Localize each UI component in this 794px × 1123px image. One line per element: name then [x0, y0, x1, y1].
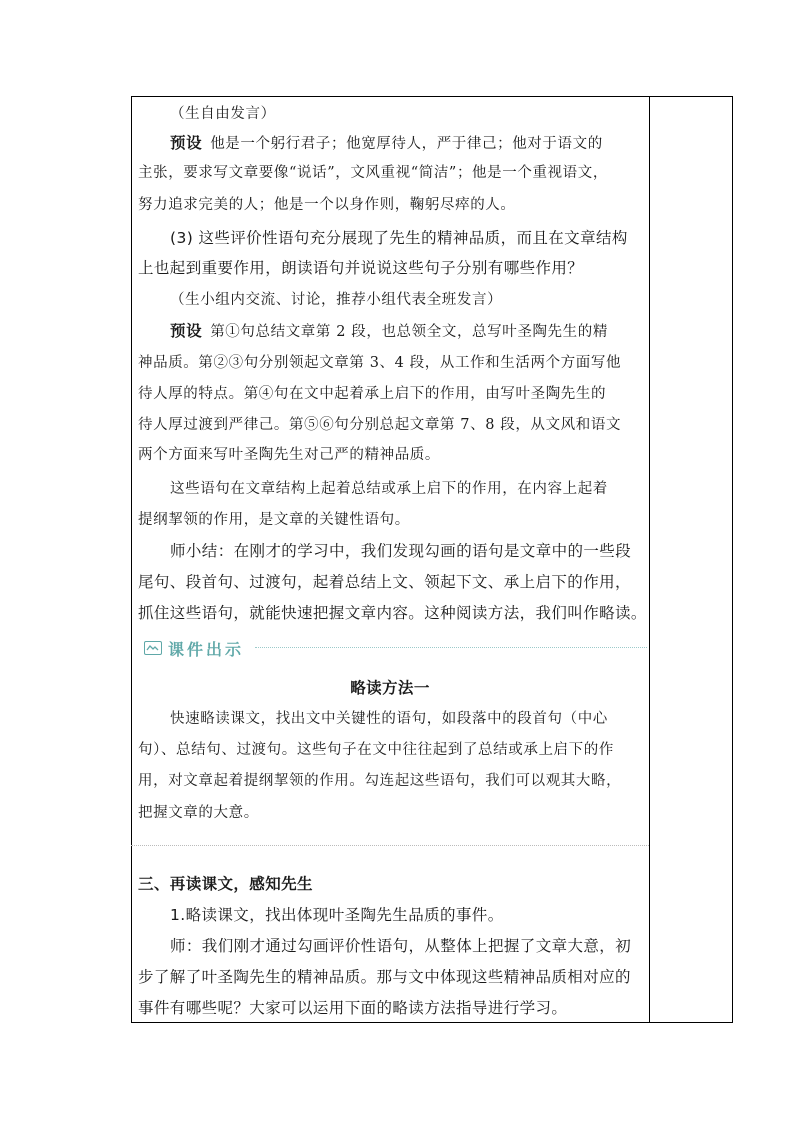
preset-paragraph-2 [138, 320, 678, 343]
question-3: (3) 这些评价性语句充分展现了先生的精神品质，而且在文章结构 [170, 229, 628, 247]
section-divider [131, 845, 649, 846]
preset-text: 他是一个躬行君子；他宽厚待人，严于律己；他对于语文的 [210, 136, 603, 152]
text-line: 主张，要求写文章要像“说话”，文风重视“简洁”；他是一个重视语文， [138, 165, 608, 181]
text-line: 提纲挈领的作用，是文章的关键性语句。 [138, 512, 410, 528]
preset-text: 第①句总结文章第 2 段，也总领全文，总写叶圣陶先生的精 [210, 324, 608, 340]
summary-paragraph: 这些语句在文章结构上起着总结或承上启下的作用，在内容上起着 [170, 481, 608, 497]
section-three-heading: 三、再读课文，感知先生 [138, 875, 313, 893]
group-discussion-note: （生小组内交流、讨论，推荐小组代表全班发言） [170, 292, 503, 308]
text-line: 神品质。第②③句分别领起文章第 3、4 段，从工作和生活两个方面写他 [138, 355, 622, 371]
reading-method-text: 快速略读课文，找出文中关键性的语句，如段落中的段首句（中心 [170, 711, 608, 727]
text-line: 上也起到重要作用，朗读语句并说说这些句子分别有哪些作用？ [138, 259, 584, 277]
teacher-summary: 师小结：在刚才的学习中，我们发现勾画的语句是文章中的一些段 [170, 542, 632, 560]
preset-label: 预设 [170, 322, 203, 340]
courseware-icon [144, 641, 162, 655]
text-line: 努力追求完美的人；他是一个以身作则，鞠躬尽瘁的人。 [138, 197, 516, 213]
courseware-divider [255, 647, 647, 648]
preset-label: 预设 [170, 134, 203, 152]
text-line: 尾句、段首句、过渡句，起着总结上文、领起下文、承上启下的作用， [138, 573, 631, 591]
text-line: 句）、总结句、过渡句。这些句子在文中往往起到了总结或承上启下的作 [138, 742, 614, 758]
reading-method-title: 略读方法一 [350, 679, 430, 697]
courseware-title-label: 课件出示 [168, 639, 245, 659]
text-line: 步了解了叶圣陶先生的精神品质。那与文中体现这些精神品质相对应的 [138, 968, 631, 986]
task-1: 1.略读课文，找出体现叶圣陶先生品质的事件。 [170, 906, 504, 924]
text-line: 用，对文章起着提纲挈领的作用。勾连起这些语句，我们可以观其大略， [138, 773, 622, 789]
text-line: 事件有哪些呢？大家可以运用下面的略读方法指导进行学习。 [138, 999, 568, 1017]
text-line: 两个方面来写叶圣陶先生对己严的精神品质。 [138, 447, 440, 463]
courseware-header [144, 636, 244, 660]
student-free-speech: （生自由发言） [170, 106, 276, 122]
teacher-guidance: 师：我们刚才通过勾画评价性语句，从整体上把握了文章大意，初 [170, 937, 632, 955]
text-line: 抓住这些语句，就能快速把握文章内容。这种阅读方法，我们叫作略读。 [138, 604, 647, 622]
preset-paragraph-1 [138, 132, 678, 155]
text-line: 待人厚过渡到严律己。第⑤⑥句分别总起文章第 7、8 段，从文风和语文 [138, 417, 622, 433]
text-line: 把握文章的大意。 [138, 805, 259, 821]
text-line: 待人厚的特点。第④句在文中起着承上启下的作用，由写叶圣陶先生的 [138, 386, 607, 402]
